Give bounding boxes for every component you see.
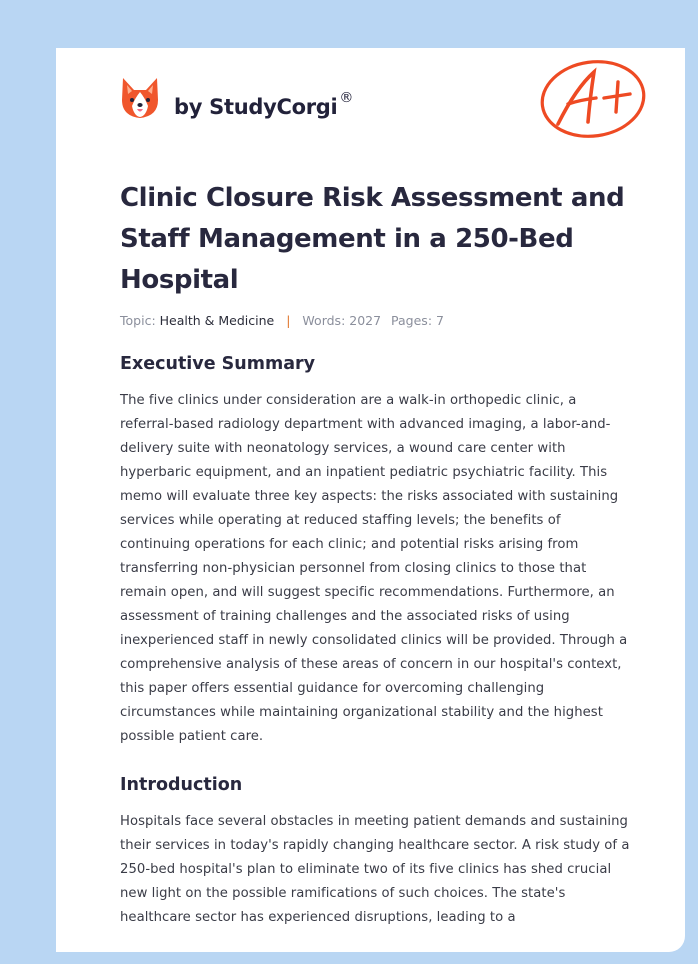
registered-mark: ® bbox=[339, 90, 354, 106]
page-title: Clinic Closure Risk Assessment and Staff Management in a 250-Bed Hospital bbox=[120, 183, 625, 295]
header bbox=[56, 48, 685, 158]
word-count: Words: 2027 bbox=[302, 313, 382, 328]
brand-name[interactable]: by StudyCorgi ® bbox=[174, 90, 354, 119]
topic-label: Topic: bbox=[120, 313, 156, 328]
corgi-logo-icon[interactable] bbox=[120, 76, 160, 120]
topic-link[interactable]: Health & Medicine bbox=[159, 313, 275, 328]
a-plus-grade-icon bbox=[538, 58, 648, 140]
article-meta bbox=[120, 313, 632, 328]
section-heading-introduction: Introduction bbox=[120, 775, 243, 795]
article bbox=[120, 178, 632, 930]
section-body-introduction: Hospitals face several obstacles in meeting patient demands and sustaining their services in today's rapidly changing healthcare sector. A risk study of a 250-bed hospital's plan to eliminate two of its five clinics has shed crucial new light on the possible ramifications of such choices. The state's healthcare sector has experienced disruptions, leading to a bbox=[120, 814, 630, 925]
section-body-executive-summary: The five clinics under consideration are a walk-in orthopedic clinic, a referral-based radiology department with advanced imaging, a labor-and-delivery suite with neonatology services, a wound care center with hyperbaric equipment, and an inpatient pediatric psychiatric facility. This memo will evaluate three key aspects: the risks associated with sustaining services while operating at reduced staffing levels; the benefits of continuing operations for each clinic; and potential risks arising from transferring non-physician personnel from closing clinics to those that remain open, and will suggest specific recommendations. Furthermore, an assessment of training challenges and the associated risks of using inexperienced staff in newly consolidated clinics will be provided. Through a comprehensive analysis of these areas of concern in our hospital's context, this paper offers essential guidance for overcoming challenging circumstances while maintaining organizational stability and the highest possible patient care. bbox=[120, 393, 628, 744]
section-heading-executive-summary: Executive Summary bbox=[120, 354, 316, 374]
meta-separator: | bbox=[286, 313, 291, 328]
document-card bbox=[56, 48, 685, 952]
page-count: Pages: 7 bbox=[391, 313, 444, 328]
